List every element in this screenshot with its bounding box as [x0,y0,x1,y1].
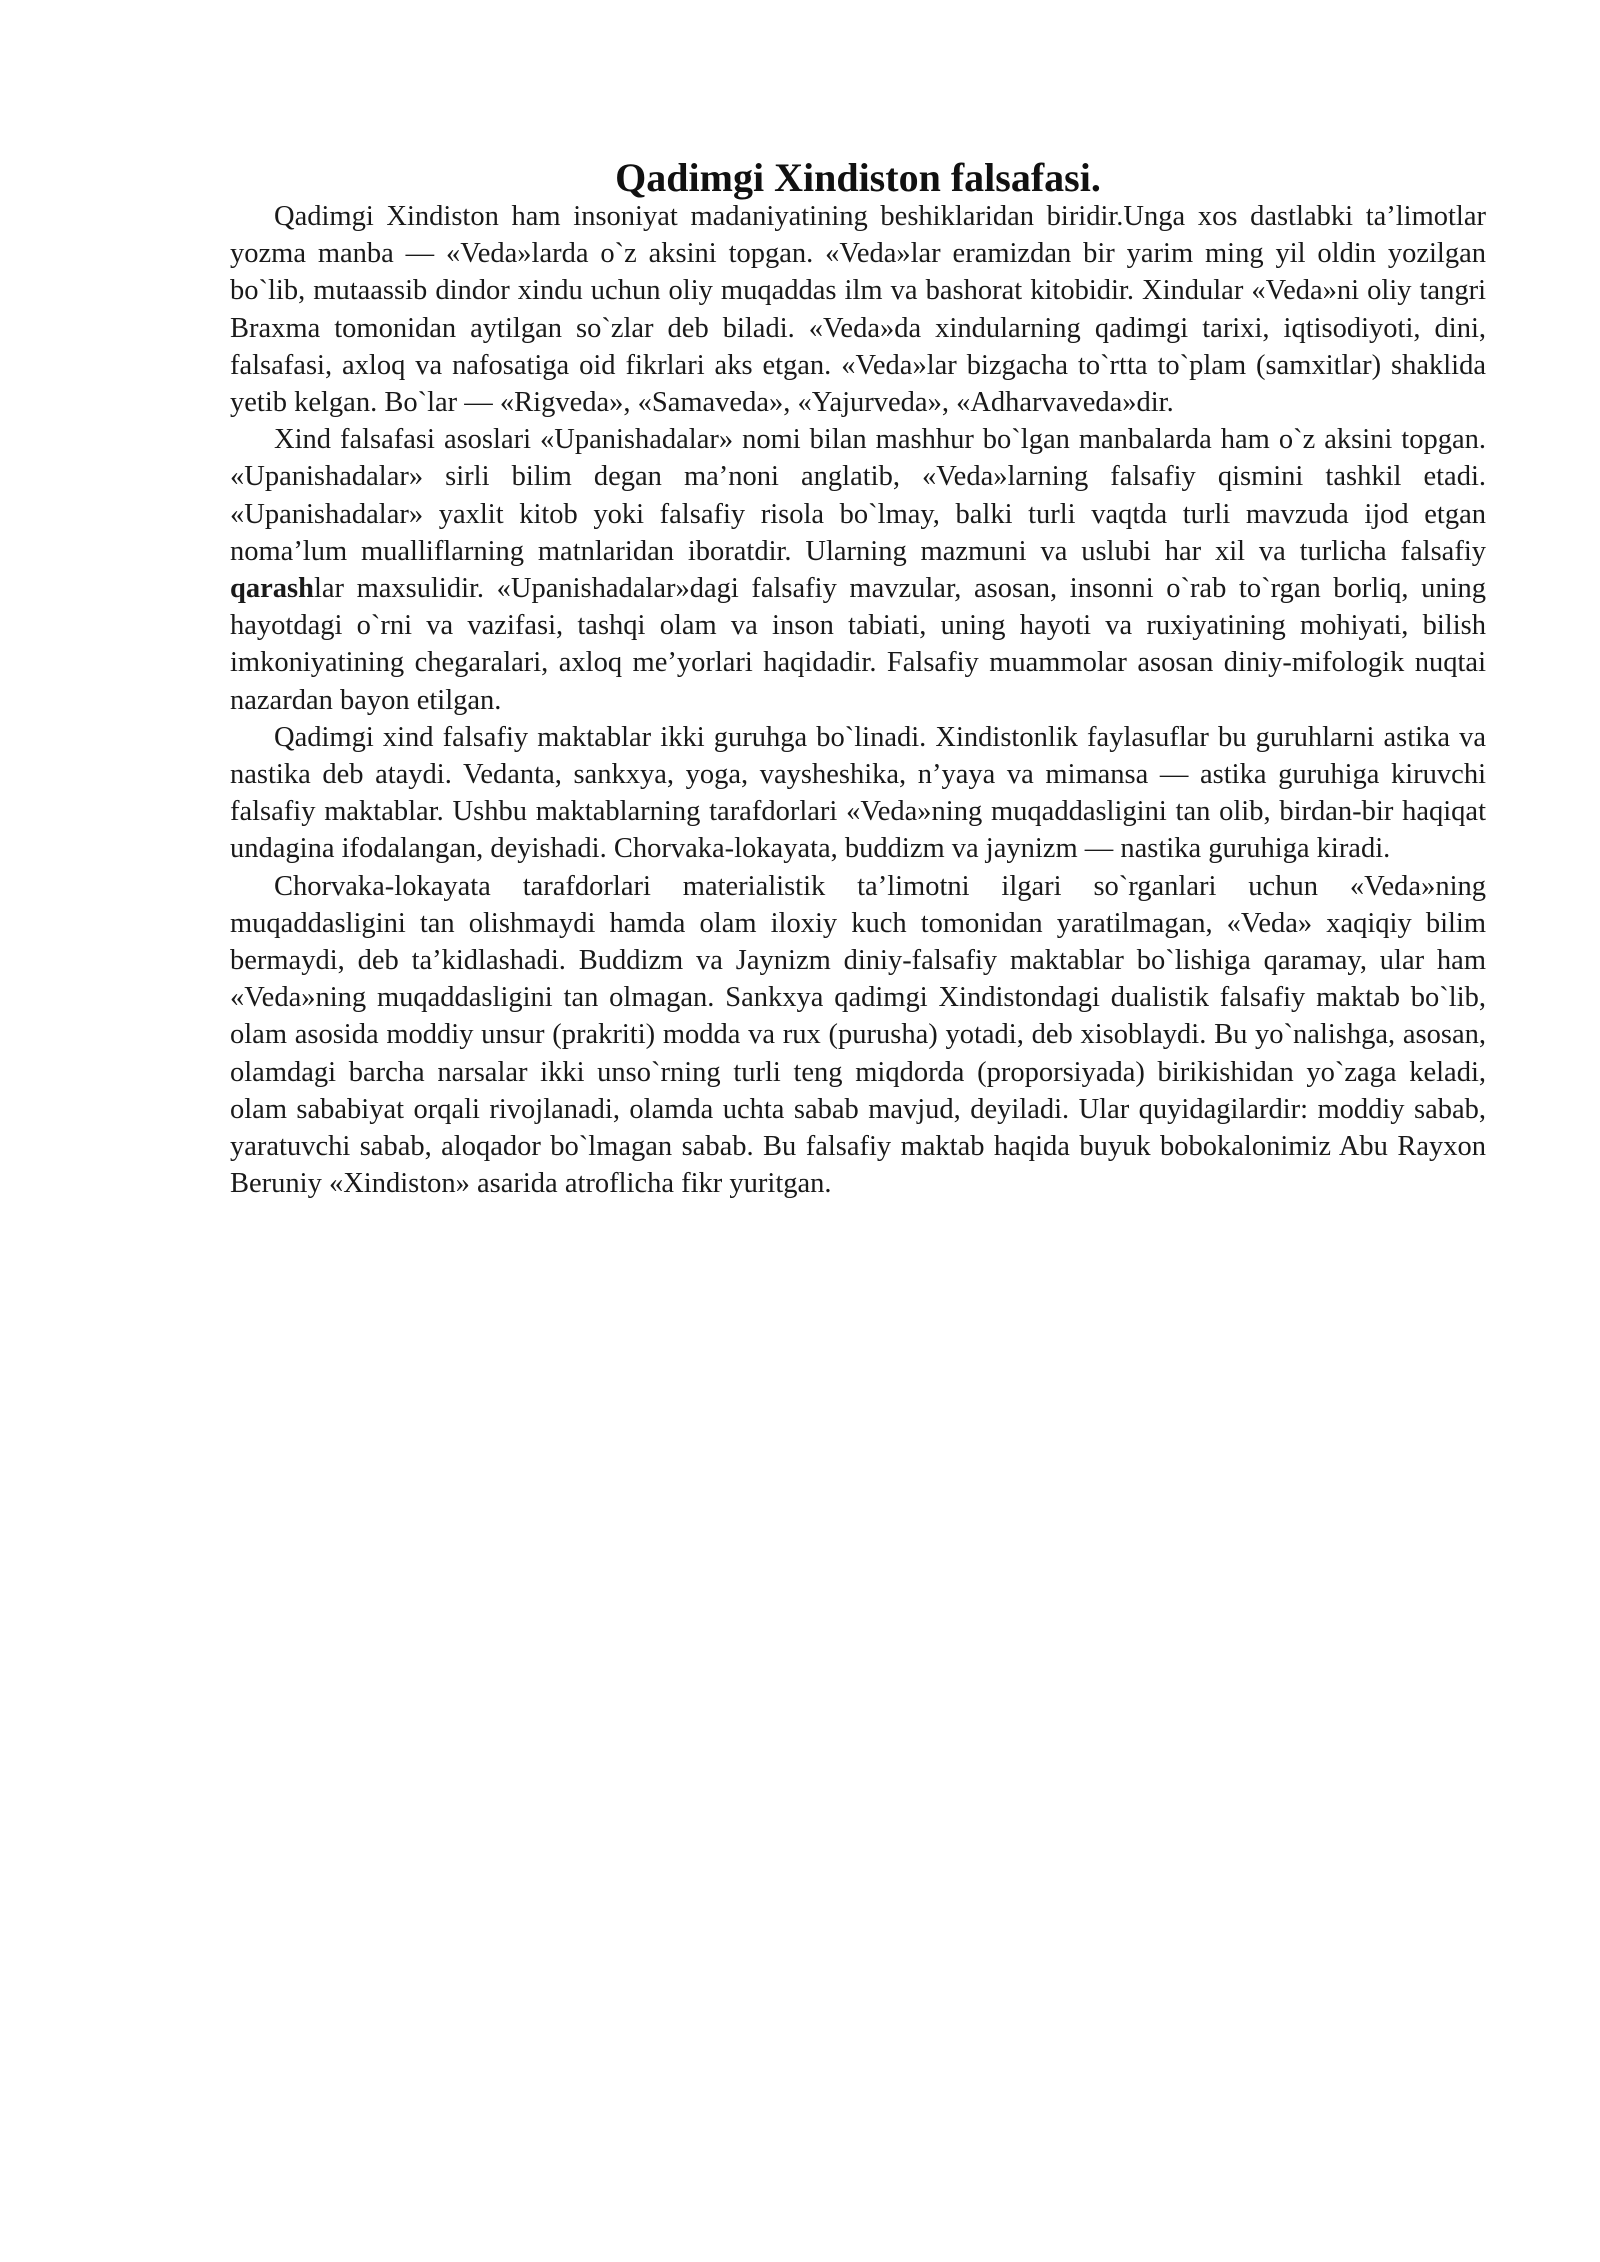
bold-term: qarash [230,573,314,605]
paragraph-text: lar maxsulidir. «Upanishadalar»dagi falsafiy mavzular, asosan, insonni o`rab to`rgan borliq, uning hayotdagi o`rni va vazifasi, tashqi olam va inson tabiati, uning hayoti va ruxiyatining mohiyati, bilish imkoniyatining chegaralari, axloq me’yorlari haqidadir. Falsafiy muammolar asosan diniy-mifologik nuqtai nazardan bayon etilgan. [230,573,1486,716]
paragraph-veda: Qadimgi Xindiston ham insoniyat madaniyatining beshiklaridan biridir.Unga xos dastlabki ta’limotlar yozma manba — «Veda»larda o`z aksini topgan. «Veda»lar eramizdan bir yarim ming yil oldin yozilgan bo`lib, mutaassib dindor xindu uchun oliy muqaddas ilm va bashorat kitobidir. Xindular «Veda»ni oliy tangri Braxma tomonidan aytilgan so`zlar deb biladi. «Veda»da xindularning qadimgi tarixi, iqtisodiyoti, dini, falsafasi, axloq va nafosatiga oid fikrlari aks etgan. «Veda»lar bizgacha to`rtta to`plam (samxitlar) shaklida yetib kelgan. Bo`lar — «Rigveda», «Samaveda», «Yajurveda», «Adharvaveda»dir. [230,201,1486,419]
paragraph-upanishadalar [230,421,1486,719]
paragraph-text: Xind falsafasi asoslari «Upanishadalar» nomi bilan mashhur bo`lgan manbalarda ham o`z aksini topgan. «Upanishadalar» sirli bilim degan ma’noni anglatib, «Veda»larning falsafiy qismini tashkil etadi. «Upanishadalar» yaxlit kitob yoki falsafiy risola bo`lmay, balki turli vaqtda turli mavzuda ijod etgan noma’lum mualliflarning matnlaridan iboratdir. Ularning mazmuni va uslubi har xil va turlicha falsafiy [230,424,1486,567]
page-title: Qadimgi Xindiston falsafasi. [615,155,1101,200]
document-body [230,152,1486,1202]
paragraph-schools: Qadimgi xind falsafiy maktablar ikki guruhga bo`linadi. Xindistonlik faylasuflar bu guruhlarni astika va nastika deb ataydi. Vedanta, sankxya, yoga, vaysheshika, n’yaya va mimansa — astika guruhiga kiruvchi falsafiy maktablar. Ushbu maktablarning tarafdorlari «Veda»ning muqaddasligini tan olib, birdan-bir haqiqat undagina ifodalangan, deyishadi. Chorvaka-lokayata, buddizm va jaynizm — nastika guruhiga kiradi. [230,721,1486,865]
paragraph-chorvaka: Chorvaka-lokayata tarafdorlari materialistik ta’limotni ilgari so`rganlari uchun «Veda»ning muqaddasligini tan olishmaydi hamda olam iloxiy kuch tomonidan yaratilmagan, «Veda» xaqiqiy bilim bermaydi, deb ta’kidlashadi. Buddizm va Jaynizm diniy-falsafiy maktablar bo`lishiga qaramay, ular ham «Veda»ning muqaddasligini tan olmagan. Sankxya qadimgi Xindistondagi dualistik falsafiy maktab bo`lib, olam asosida moddiy unsur (prakriti) modda va rux (purusha) yotadi, deb xisoblaydi. Bu yo`nalishga, asosan, olamdagi barcha narsalar ikki unso`rning turli teng miqdorda (proporsiyada) birikishidan yo`zaga keladi, olam sababiyat orqali rivojlanadi, olamda uchta sabab mavjud, deyiladi. Ular quyidagilardir: moddiy sabab, yaratuvchi sabab, aloqador bo`lmagan sabab. Bu falsafiy maktab haqida buyuk bobokalonimiz Abu Rayxon Beruniy «Xindiston» asarida atroflicha fikr yuritgan. [230,870,1486,1200]
